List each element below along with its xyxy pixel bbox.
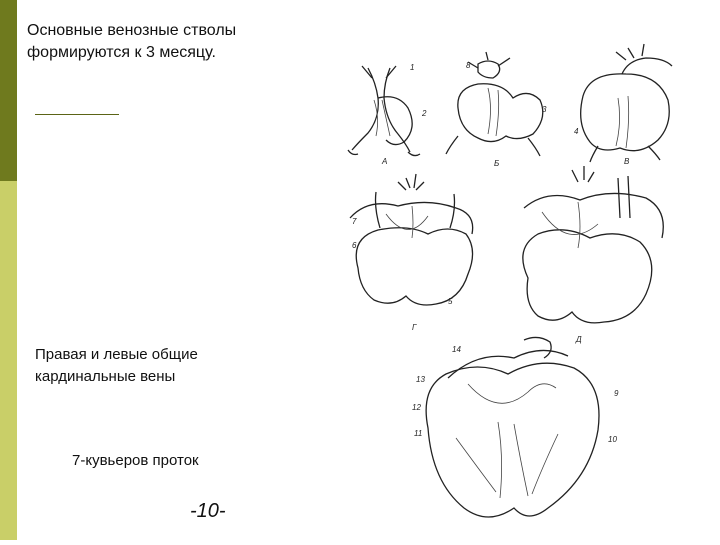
- heart-development-drawing: [328, 38, 720, 540]
- panel-label-a: А: [382, 157, 388, 166]
- callout-4: 4: [574, 127, 579, 136]
- callout-12: 12: [412, 403, 421, 412]
- panel-label-c: В: [624, 157, 630, 166]
- sidebar-accent-light: [0, 181, 17, 540]
- slide-title-line-2: формируются к 3 месяцу.: [27, 44, 216, 61]
- panel-d-drawing: [350, 174, 473, 305]
- slide-title: [27, 20, 327, 64]
- slide-number: -10-: [190, 500, 226, 522]
- caption-line-2: кардинальные вены: [35, 368, 176, 385]
- caption-cardinal-veins: [35, 344, 285, 388]
- caption-line-1: Правая и левые общие: [35, 346, 198, 363]
- callout-3: 3: [542, 105, 547, 114]
- title-divider: [35, 114, 119, 115]
- panel-label-e: Д: [576, 335, 582, 344]
- caption-cuvier-duct: 7-кувьеров проток: [72, 452, 199, 469]
- panel-label-b: Б: [494, 159, 500, 168]
- callout-13: 13: [416, 375, 425, 384]
- callout-11: 11: [414, 429, 423, 438]
- callout-5: 5: [448, 297, 453, 306]
- panel-a-drawing: [348, 66, 420, 156]
- panel-c-drawing: [581, 44, 672, 162]
- callout-10: 10: [608, 435, 617, 444]
- panel-e-drawing: [523, 166, 663, 323]
- callout-14: 14: [452, 345, 461, 354]
- panel-b-drawing: [446, 52, 543, 156]
- sidebar-accent-dark: [0, 0, 17, 181]
- callout-7: 7: [352, 217, 357, 226]
- callout-6: 6: [352, 241, 357, 250]
- callout-8: 8: [466, 61, 471, 70]
- heart-development-illustration: [328, 38, 720, 540]
- callout-1: 1: [410, 63, 415, 72]
- slide-title-line-1: Основные венозные стволы: [27, 22, 237, 39]
- callout-2: 2: [422, 109, 427, 118]
- panel-f-drawing: [426, 337, 599, 517]
- callout-9: 9: [614, 389, 619, 398]
- panel-label-d: Г: [412, 323, 417, 332]
